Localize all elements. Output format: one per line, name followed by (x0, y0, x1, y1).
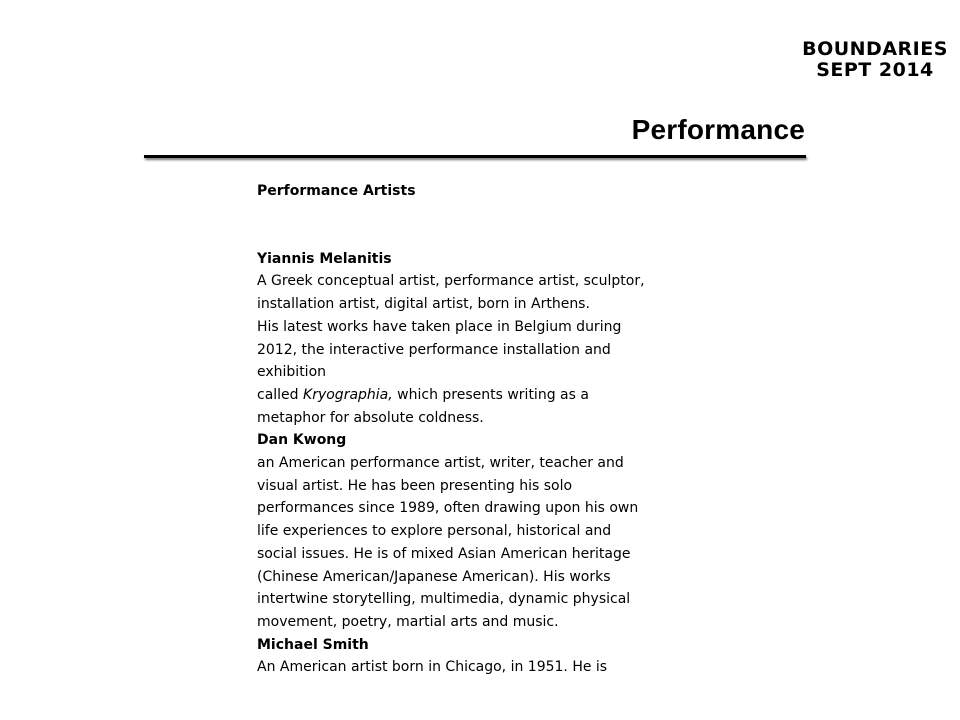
artist-bio-paragraph: A Greek conceptual artist, performance artist, sculptor, installation artist, digital artist, born in Arthens. (257, 273, 645, 313)
logo-line-1: BOUNDARIES (802, 38, 948, 60)
artist-bio-paragraph: His latest works have taken place in Belgium during 2012, the interactive performance installation and exhibition (257, 318, 622, 381)
section-heading: Performance Artists (257, 183, 416, 199)
artist-name: Yiannis Melanitis (257, 250, 392, 267)
bio-text: called (257, 386, 304, 403)
artist-name: Michael Smith (257, 636, 369, 653)
slide-body (257, 180, 647, 679)
bio-text: which presents writing as a metaphor for absolute coldness. (257, 386, 589, 426)
artist-bio-paragraph: an American performance artist, writer, teacher and visual artist. He has been presenting his solo performances since 1989, often drawing upon his own life experiences to explore personal, historical and social issues. He is of mixed Asian American heritage (Chinese American/Japanese American). His works intertwine storytelling, multimedia, dynamic physical movement, poetry, martial arts and music. (257, 455, 639, 630)
spacer (257, 203, 647, 248)
boundaries-logo (790, 38, 960, 80)
artist-name: Dan Kwong (257, 432, 347, 449)
artist-bio-paragraph (257, 384, 647, 429)
slide-title: Performance (631, 114, 805, 145)
logo-line-2: SEPT 2014 (816, 59, 934, 81)
title-underline (144, 155, 806, 158)
artist-bio-paragraph: An American artist born in Chicago, in 1951. He is (257, 659, 608, 676)
artwork-title: Kryographia, (303, 386, 393, 403)
